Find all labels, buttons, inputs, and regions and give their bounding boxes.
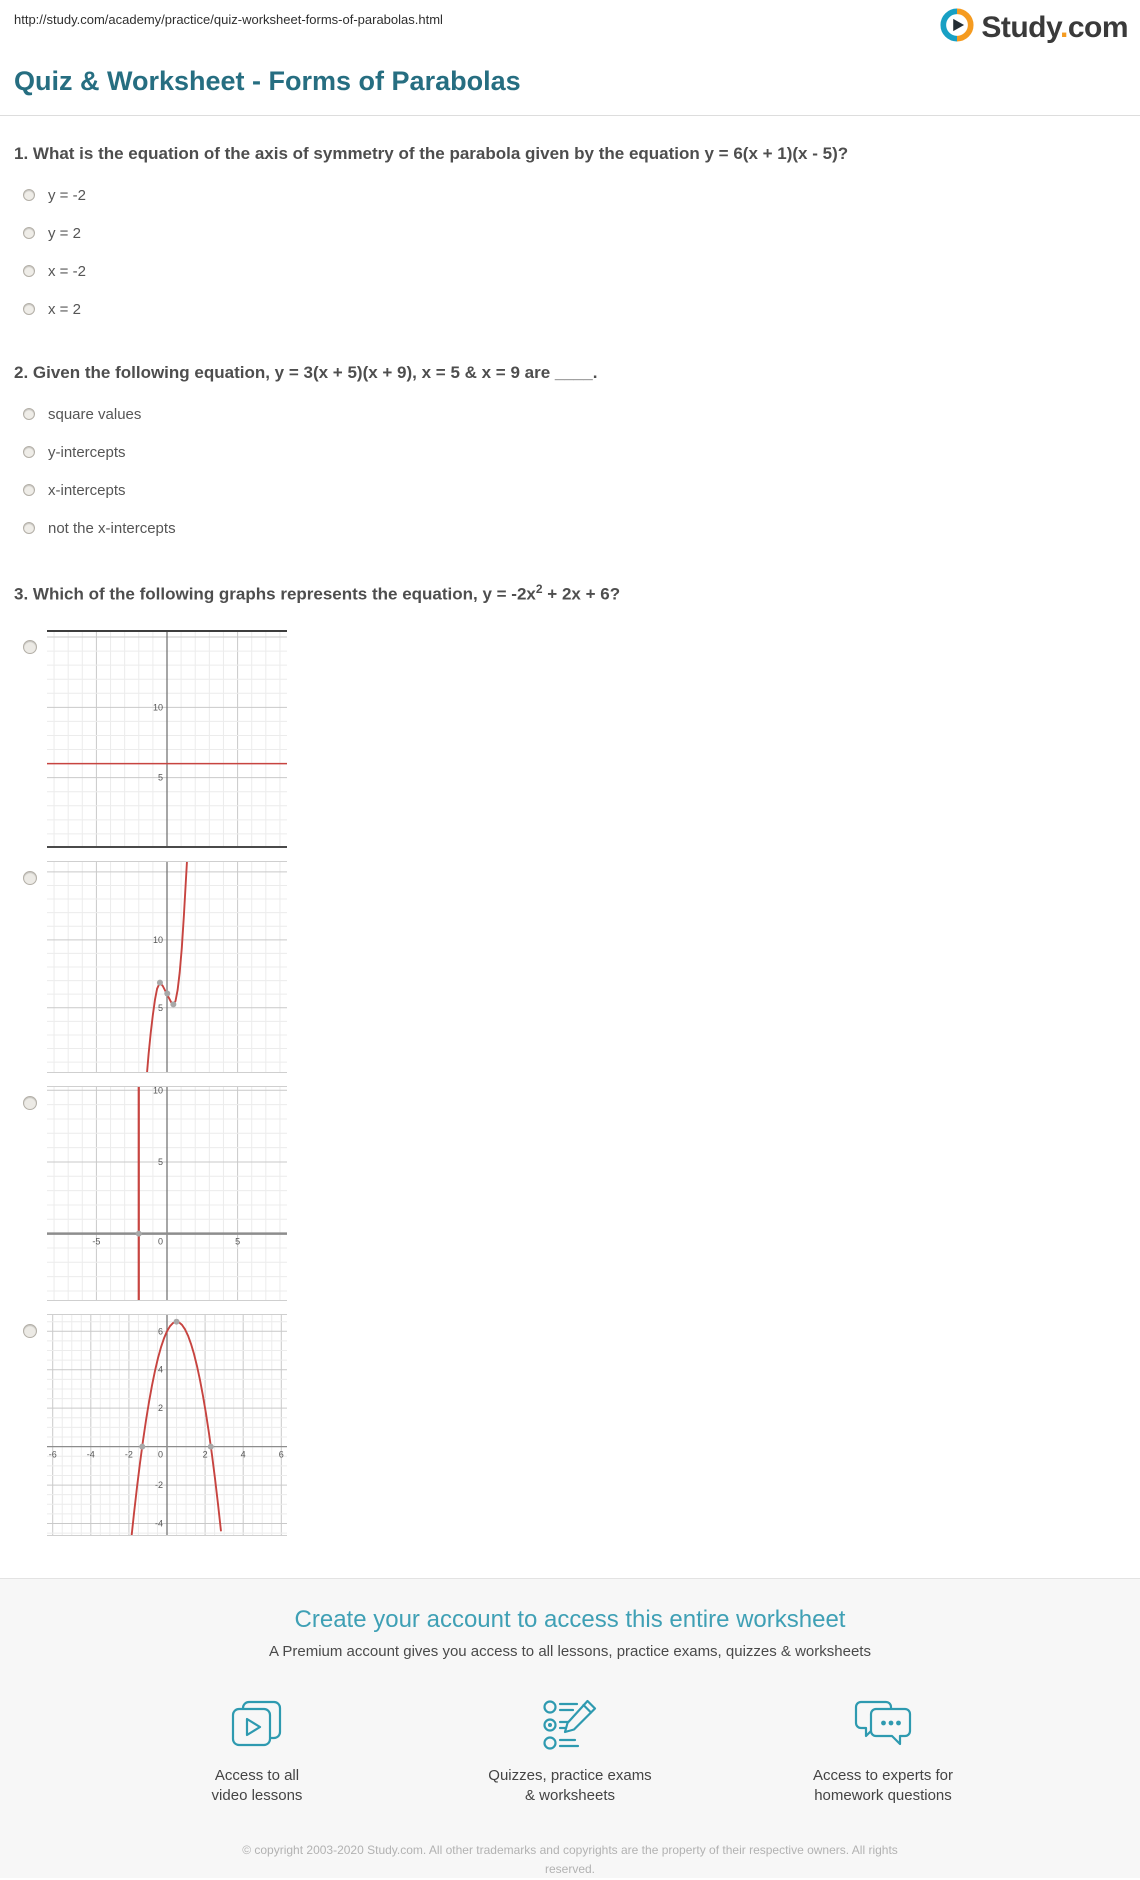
radio-button-icon[interactable] — [23, 522, 35, 534]
q3-option-1[interactable] — [23, 630, 1140, 848]
feature-list — [0, 1696, 1140, 1807]
page-url: http://study.com/academy/practice/quiz-worksheet-forms-of-parabolas.html — [14, 8, 443, 27]
svg-text:-6: -6 — [49, 1450, 57, 1460]
signup-subheading: A Premium account gives you access to all lessons, practice exams, quizzes & worksheets — [0, 1643, 1140, 1660]
radio-button-icon[interactable] — [23, 1324, 37, 1338]
svg-text:-4: -4 — [155, 1519, 163, 1529]
svg-text:-5: -5 — [92, 1237, 100, 1247]
radio-button-icon[interactable] — [23, 640, 37, 654]
feature-label: Quizzes, practice exams & worksheets — [463, 1766, 678, 1807]
radio-button-icon[interactable] — [23, 446, 35, 458]
svg-text:0: 0 — [158, 1237, 163, 1247]
svg-text:6: 6 — [158, 1327, 163, 1337]
radio-button-icon[interactable] — [23, 189, 35, 201]
q1-option-1[interactable]: y = -2 — [23, 187, 86, 204]
svg-text:0: 0 — [158, 1450, 163, 1460]
copyright-text: © copyright 2003-2020 Study.com. All other trademarks and copyrights are the property of their respective owners. All rights reserved. — [240, 1841, 900, 1880]
video-play-icon — [150, 1696, 365, 1754]
question-3-text: 3. Which of the following graphs represents the equation, $y = -2x^2 + 2x + 6$? — [14, 581, 1126, 607]
radio-button-icon[interactable] — [23, 1096, 37, 1110]
svg-text:10: 10 — [153, 935, 163, 945]
graph-option-a[interactable] — [47, 630, 287, 848]
graph-option-b[interactable] — [47, 861, 287, 1073]
svg-text:-2: -2 — [125, 1450, 133, 1460]
svg-text:-4: -4 — [87, 1450, 95, 1460]
question-2-text: 2. Given the following equation, y = 3(x + 5)(x + 9), x = 5 & x = 9 are ____. — [14, 362, 1126, 385]
feature-label: Access to experts for homework questions — [776, 1766, 991, 1807]
radio-button-icon[interactable] — [23, 484, 35, 496]
svg-text:10: 10 — [153, 703, 163, 713]
svg-text:10: 10 — [153, 1086, 163, 1095]
radio-button-icon[interactable] — [23, 871, 37, 885]
svg-text:5: 5 — [158, 1003, 163, 1013]
svg-text:5: 5 — [235, 1237, 240, 1247]
q3-option-4[interactable] — [23, 1314, 1140, 1536]
logo-text: Study.com — [981, 13, 1128, 43]
svg-text:5: 5 — [158, 1157, 163, 1167]
title-divider — [0, 115, 1140, 116]
q2-option-3[interactable]: x-intercepts — [23, 482, 126, 499]
feature-video-lessons — [150, 1696, 365, 1807]
radio-button-icon[interactable] — [23, 265, 35, 277]
q3-option-2[interactable] — [23, 861, 1140, 1073]
feature-experts — [776, 1696, 991, 1807]
graph-option-d[interactable] — [47, 1314, 287, 1536]
feature-label: Access to all video lessons — [150, 1766, 365, 1807]
svg-text:4: 4 — [158, 1365, 163, 1375]
chat-bubbles-icon — [776, 1696, 991, 1754]
question-1-text: 1. What is the equation of the axis of symmetry of the parabola given by the equation y = 6(x + 1)(x - 5)? — [14, 143, 1126, 166]
radio-button-icon[interactable] — [23, 408, 35, 420]
graph-option-c[interactable] — [47, 1086, 287, 1301]
play-circle-icon — [940, 8, 974, 47]
page-title: Quiz & Worksheet - Forms of Parabolas — [14, 66, 1140, 97]
svg-text:-2: -2 — [155, 1481, 163, 1491]
page-header — [0, 0, 1140, 50]
question-3 — [0, 581, 1140, 1537]
q2-option-2[interactable]: y-intercepts — [23, 444, 126, 461]
svg-text:5: 5 — [158, 773, 163, 783]
studycom-logo[interactable] — [940, 8, 1128, 47]
q1-option-4[interactable]: x = 2 — [23, 301, 81, 318]
signup-panel — [0, 1578, 1140, 1878]
q2-option-1[interactable]: square values — [23, 406, 141, 423]
q1-option-3[interactable]: x = -2 — [23, 263, 86, 280]
radio-button-icon[interactable] — [23, 227, 35, 239]
quiz-checklist-pencil-icon — [463, 1696, 678, 1754]
feature-quizzes — [463, 1696, 678, 1807]
radio-button-icon[interactable] — [23, 303, 35, 315]
question-1 — [0, 143, 1140, 318]
svg-text:2: 2 — [158, 1404, 163, 1414]
q3-option-3[interactable] — [23, 1086, 1140, 1301]
svg-text:4: 4 — [241, 1450, 246, 1460]
svg-text:2: 2 — [203, 1450, 208, 1460]
question-2 — [0, 362, 1140, 537]
svg-text:6: 6 — [279, 1450, 284, 1460]
q1-option-2[interactable]: y = 2 — [23, 225, 81, 242]
q2-option-4[interactable]: not the x-intercepts — [23, 520, 176, 537]
signup-heading: Create your account to access this entire worksheet — [0, 1606, 1140, 1634]
